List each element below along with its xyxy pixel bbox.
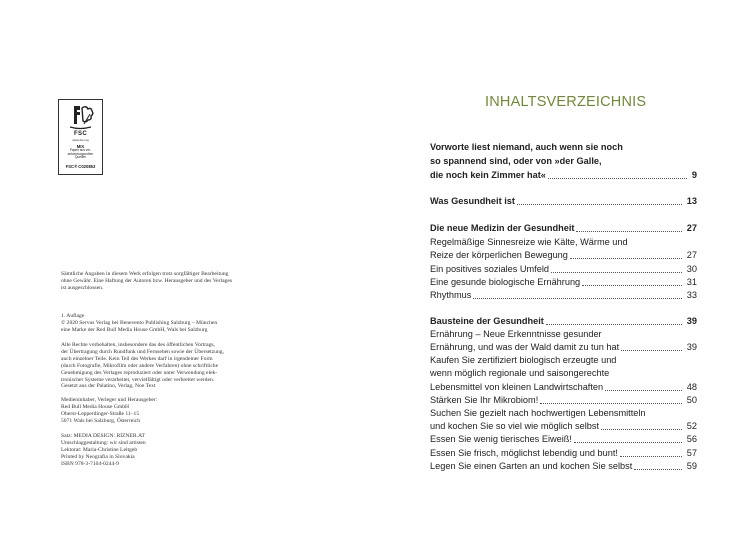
toc-leader bbox=[576, 231, 682, 232]
toc-leader bbox=[574, 442, 682, 443]
toc-entry: und kochen Sie so viel wie möglich selbst 52 bbox=[430, 421, 697, 431]
imprint-credits: Satz: MEDIA DESIGN: RIZNER.AT Umschlaggestaltung: wir sind artisten Lektorat: Maria-Christine Leitgeb Printed by Neografia in Slovakia ISBN 978-3-7104-0244-9 bbox=[61, 433, 146, 467]
toc-entry: Essen Sie wenig tierisches Eiweiß! 56 bbox=[430, 434, 697, 444]
toc-leader bbox=[517, 204, 682, 205]
toc-entry: Rhythmus 33 bbox=[430, 290, 697, 300]
toc-entry: Ernährung – Neue Erkenntnisse gesunder bbox=[430, 329, 602, 339]
toc-entry: Ein positives soziales Umfeld 30 bbox=[430, 264, 697, 274]
toc-leader bbox=[634, 469, 682, 470]
toc-leader bbox=[551, 272, 682, 273]
imprint-edition: 1. Auflage © 2020 Servus Verlag bei Benevento Publishing Salzburg – München eine Marke der Red Bull Media House GmbH, Wals bei Salzburg bbox=[61, 313, 218, 333]
toc-entry: Vorworte liest niemand, auch wenn sie noch bbox=[430, 142, 623, 152]
toc-leader bbox=[605, 390, 682, 391]
toc-leader bbox=[540, 403, 682, 404]
toc-entry: Essen Sie frisch, möglichst lebendig und bunt! 57 bbox=[430, 448, 697, 458]
toc-entry: Stärken Sie Ihr Mikrobiom! 50 bbox=[430, 395, 697, 405]
imprint-disclaimer: Sämtliche Angaben in diesem Werk erfolgen trotz sorgfältiger Bearbeitung ohne Gewähr. Eine Haftung der Autoren bzw. Herausgeber und des Verlages ist ausgeschlossen. bbox=[61, 271, 233, 291]
toc-leader bbox=[601, 429, 682, 430]
fsc-paper-text: Papier aus ver- antwortungsvollen Quellen bbox=[67, 148, 94, 160]
toc-leader bbox=[582, 285, 682, 286]
toc-entry: so spannend sind, oder von »der Galle, bbox=[430, 156, 602, 166]
toc-entry: die noch kein Zimmer hat« 9 bbox=[430, 170, 697, 180]
fsc-mix: MIX bbox=[76, 144, 85, 149]
fsc-label bbox=[58, 99, 103, 175]
toc-entry: Ernährung, und was der Wald damit zu tun hat 39 bbox=[430, 342, 697, 352]
toc-leader bbox=[570, 258, 682, 259]
toc-leader bbox=[548, 178, 687, 179]
toc-entry: Eine gesunde biologische Ernährung 31 bbox=[430, 277, 697, 287]
toc-entry: Was Gesundheit ist 13 bbox=[430, 196, 697, 206]
toc-title: INHALTSVERZEICHNIS bbox=[485, 94, 647, 110]
right-page bbox=[375, 0, 750, 543]
toc-entry: Kaufen Sie zertifiziert biologisch erzeugte und bbox=[430, 355, 617, 365]
toc-leader bbox=[621, 350, 682, 351]
toc-entry: Reize der körperlichen Bewegung 27 bbox=[430, 250, 697, 260]
fsc-url: www.fsc.org bbox=[72, 138, 89, 142]
toc-entry: wenn möglich regionale und saisongerechte bbox=[430, 368, 610, 378]
fsc-code: FSC® C020853 bbox=[65, 164, 96, 169]
toc-leader bbox=[546, 324, 682, 325]
toc-entry: Die neue Medizin der Gesundheit 27 bbox=[430, 223, 697, 233]
toc-leader bbox=[620, 456, 682, 457]
imprint-rights: Alle Rechte vorbehalten, insbesondere das des öffentlichen Vortrags, der Übertragung durch Rundfunk und Fernsehen sowie der Übersetzung, auch einzelner Teile. Kein Teil des Werkes darf in irgendeiner Form (durch Fotografie, Mikrofilm oder andere Verfahren) ohne schriftliche Genehmigung des Verlages reproduziert oder unter Verwendung elek- tronischer Systeme verarbeitet, vervielfältigt oder verbreitet werden. Gesetzt aus der Palatino, Verlag, Noe Text bbox=[61, 342, 224, 390]
toc-entry: Lebensmittel von kleinen Landwirtschaften 48 bbox=[430, 382, 697, 392]
fsc-mark: FSC bbox=[74, 131, 87, 137]
toc-entry: Regelmäßige Sinnesreize wie Kälte, Wärme und bbox=[430, 237, 628, 247]
toc-leader bbox=[473, 298, 682, 299]
toc-entry: Bausteine der Gesundheit 39 bbox=[430, 316, 697, 326]
imprint-owner: Medieninhaber, Verleger und Herausgeber: Red Bull Media House GmbH Oberst-Lepperdinger-Straße 11–15 5071 Wals bei Salzburg, Österreich bbox=[61, 397, 158, 424]
fsc-tree-icon bbox=[62, 102, 99, 132]
toc-entry: Suchen Sie gezielt nach hochwertigen Lebensmitteln bbox=[430, 408, 646, 418]
toc-entry: Legen Sie einen Garten an und kochen Sie selbst 59 bbox=[430, 461, 697, 471]
